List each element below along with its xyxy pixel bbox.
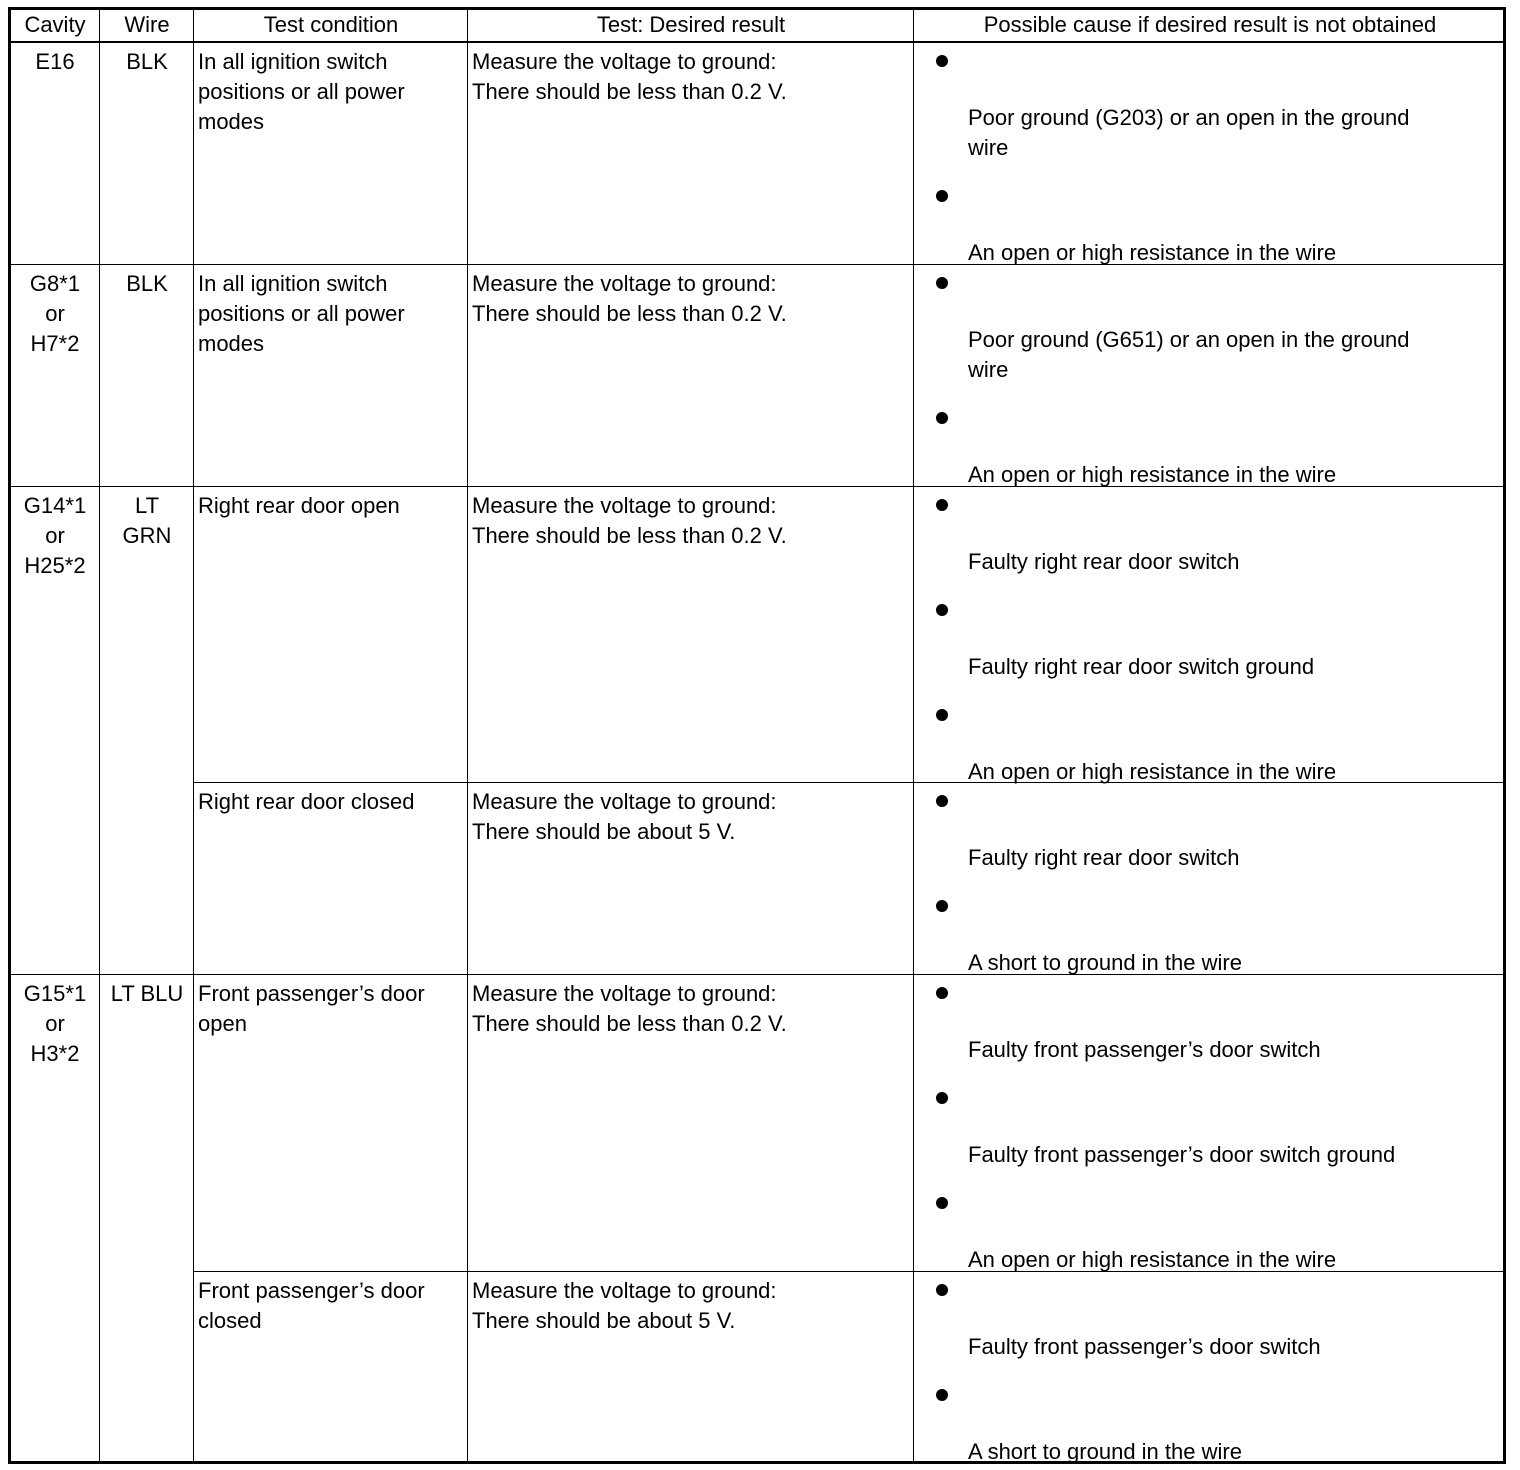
desired-result-cell: Measure the voltage to ground:	[472, 271, 777, 296]
bullet-icon	[936, 499, 948, 511]
header-desired-result: Test: Desired result	[596, 12, 786, 37]
header-wire: Wire	[124, 12, 170, 37]
bullet-icon	[936, 795, 948, 807]
desired-result-cell: Measure the voltage to ground:	[472, 1278, 777, 1303]
possible-cause-item: An open or high resistance in the wire	[968, 462, 1337, 487]
possible-cause-item: wire	[968, 135, 1009, 160]
test-condition-cell: Right rear door closed	[198, 789, 415, 814]
column-divider	[99, 7, 100, 1464]
cavity-cell: E16	[35, 49, 75, 74]
header-cavity: Cavity	[24, 12, 86, 37]
desired-result-cell: There should be about 5 V.	[472, 819, 736, 844]
test-condition-cell: positions or all power	[198, 79, 405, 104]
possible-cause-item: Faulty right rear door switch	[968, 845, 1240, 870]
possible-cause-item: An open or high resistance in the wire	[968, 1247, 1337, 1272]
cavity-cell: G8*1	[29, 271, 81, 296]
cavity-cell: G15*1	[23, 981, 87, 1006]
bullet-icon	[936, 1284, 948, 1296]
possible-cause-item: Faulty front passenger’s door switch	[968, 1334, 1321, 1359]
column-divider	[193, 7, 194, 1464]
bullet-icon	[936, 987, 948, 999]
header-rule	[8, 41, 1506, 43]
cavity-cell: or	[45, 1011, 65, 1036]
bullet-icon	[936, 55, 948, 67]
desired-result-cell: There should be less than 0.2 V.	[472, 301, 787, 326]
bullet-icon	[936, 1092, 948, 1104]
desired-result-cell: Measure the voltage to ground:	[472, 789, 777, 814]
possible-cause-item: A short to ground in the wire	[968, 950, 1242, 975]
bullet-icon	[936, 190, 948, 202]
bullet-icon	[936, 1389, 948, 1401]
possible-cause-item: Poor ground (G651) or an open in the ground	[968, 327, 1410, 352]
possible-cause-item: Faulty front passenger’s door switch ground	[968, 1142, 1396, 1167]
cavity-cell: or	[45, 523, 65, 548]
bullet-icon	[936, 604, 948, 616]
column-divider	[467, 7, 468, 1464]
possible-cause-item: A short to ground in the wire	[968, 1439, 1242, 1464]
column-divider	[913, 7, 914, 1464]
desired-result-cell: Measure the voltage to ground:	[472, 49, 777, 74]
cavity-cell: H7*2	[30, 331, 80, 356]
test-condition-cell: Front passenger’s door	[198, 1278, 425, 1303]
possible-cause-item: Poor ground (G203) or an open in the ground	[968, 105, 1410, 130]
desired-result-cell: There should be less than 0.2 V.	[472, 523, 787, 548]
desired-result-cell: Measure the voltage to ground:	[472, 981, 777, 1006]
possible-cause-item: Faulty right rear door switch	[968, 549, 1240, 574]
possible-cause-item: Faulty front passenger’s door switch	[968, 1037, 1321, 1062]
desired-result-cell: There should be less than 0.2 V.	[472, 79, 787, 104]
bullet-icon	[936, 1197, 948, 1209]
possible-cause-item: wire	[968, 357, 1009, 382]
desired-result-cell: Measure the voltage to ground:	[472, 493, 777, 518]
test-condition-cell: Right rear door open	[198, 493, 400, 518]
bullet-icon	[936, 900, 948, 912]
wire-cell: BLK	[126, 49, 168, 74]
possible-cause-item: Faulty right rear door switch ground	[968, 654, 1315, 679]
possible-cause-item: An open or high resistance in the wire	[968, 240, 1337, 265]
cavity-cell: H25*2	[24, 553, 86, 578]
test-condition-cell: modes	[198, 109, 265, 134]
wire-cell: LT	[134, 493, 160, 518]
header-test-condition: Test condition	[263, 12, 399, 37]
bullet-icon	[936, 277, 948, 289]
test-condition-cell: Front passenger’s door	[198, 981, 425, 1006]
wire-cell: BLK	[126, 271, 168, 296]
cavity-cell: G14*1	[23, 493, 87, 518]
test-condition-cell: In all ignition switch	[198, 49, 388, 74]
possible-cause-item: An open or high resistance in the wire	[968, 759, 1337, 784]
test-condition-cell: positions or all power	[198, 301, 405, 326]
wire-cell: LT BLU	[110, 981, 184, 1006]
test-condition-cell: modes	[198, 331, 265, 356]
desired-result-cell: There should be about 5 V.	[472, 1308, 736, 1333]
test-condition-cell: closed	[198, 1308, 262, 1333]
cavity-cell: or	[45, 301, 65, 326]
wire-cell: GRN	[122, 523, 172, 548]
desired-result-cell: There should be less than 0.2 V.	[472, 1011, 787, 1036]
test-condition-cell: open	[198, 1011, 247, 1036]
bullet-icon	[936, 412, 948, 424]
row-divider	[8, 974, 1506, 975]
cavity-cell: H3*2	[30, 1041, 80, 1066]
bullet-icon	[936, 709, 948, 721]
test-condition-cell: In all ignition switch	[198, 271, 388, 296]
header-possible-cause: Possible cause if desired result is not obtained	[983, 12, 1437, 37]
